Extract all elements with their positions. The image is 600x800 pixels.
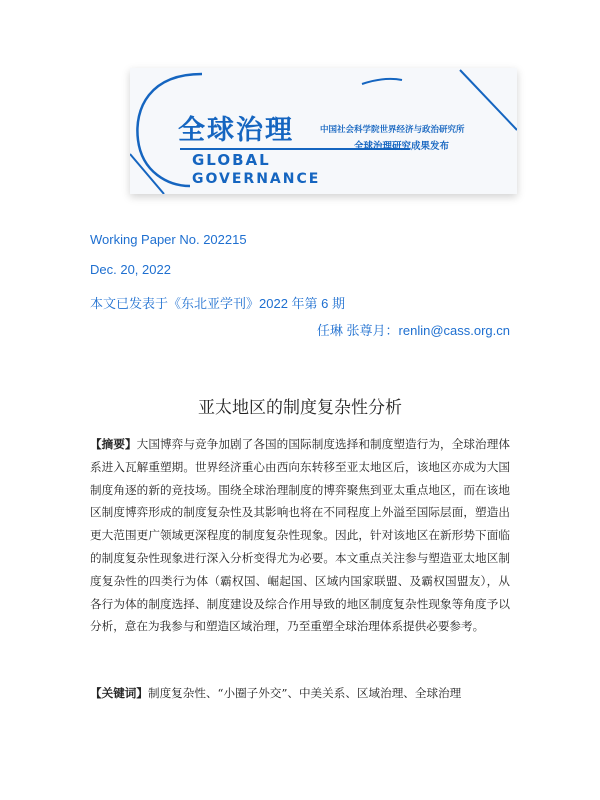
abstract-text: 大国博弈与竞争加剧了各国的国际制度选择和制度塑造行为，全球治理体系进入瓦解重塑期。世界经济重心由西向东转移至亚太地区后，该地区亦成为大国制度角逐的新的竞技场。围绕全球治理制度的博弈聚焦到亚太重点地区，而在该地区制度博弈形成的制度复杂性及其影响也将在不同程度上外溢至国际层面，塑造出更大范围更广领域更深程度的制度复杂性现象。因此，针对该地区在新形势下面临的制度复杂性现象进行深入分析变得尤为必要。本文重点关注参与塑造亚太地区制度复杂性的四类行为体（霸权国、崛起国、区域内国家联盟、及霸权国盟友），从各行为体的制度选择、制度建设及综合作用导致的地区制度复杂性现象等角度予以分析，意在为我参与和塑造区域治理，乃至重塑全球治理体系提供必要参考。 xyxy=(90,437,510,634)
author-contact[interactable]: 任琳 张尊月：renlin@cass.org.cn xyxy=(316,323,510,338)
banner-diagonal-right xyxy=(460,70,517,130)
working-paper-number: Working Paper No. 202215 xyxy=(90,232,247,247)
logo-arc-top xyxy=(362,79,402,84)
institute-name: 中国社会科学院世界经济与政治研究所 xyxy=(320,125,465,135)
paper-title: 亚太地区的制度复杂性分析 xyxy=(198,398,402,418)
keywords-text: 制度复杂性、“小圈子外交”、中美关系、区域治理、全球治理 xyxy=(147,686,462,700)
publisher-line: 全球治理研究成果发布 xyxy=(354,141,450,152)
abstract-label: 【摘要】 xyxy=(90,437,137,451)
banner-diagonal-left xyxy=(130,154,164,194)
logo-english-line2: GOVERNANCE xyxy=(192,171,321,187)
header-banner xyxy=(130,68,517,194)
publication-note: 本文已发表于《东北亚学刊》2022 年第 6 期 xyxy=(90,296,345,311)
keywords-label: 【关键词】 xyxy=(90,686,148,700)
publication-date: Dec. 20, 2022 xyxy=(90,262,171,277)
logo-chinese-title: 全球治理 xyxy=(178,115,294,146)
logo-english-line1: GLOBAL xyxy=(192,151,271,169)
keywords xyxy=(90,683,510,703)
abstract xyxy=(90,433,510,638)
